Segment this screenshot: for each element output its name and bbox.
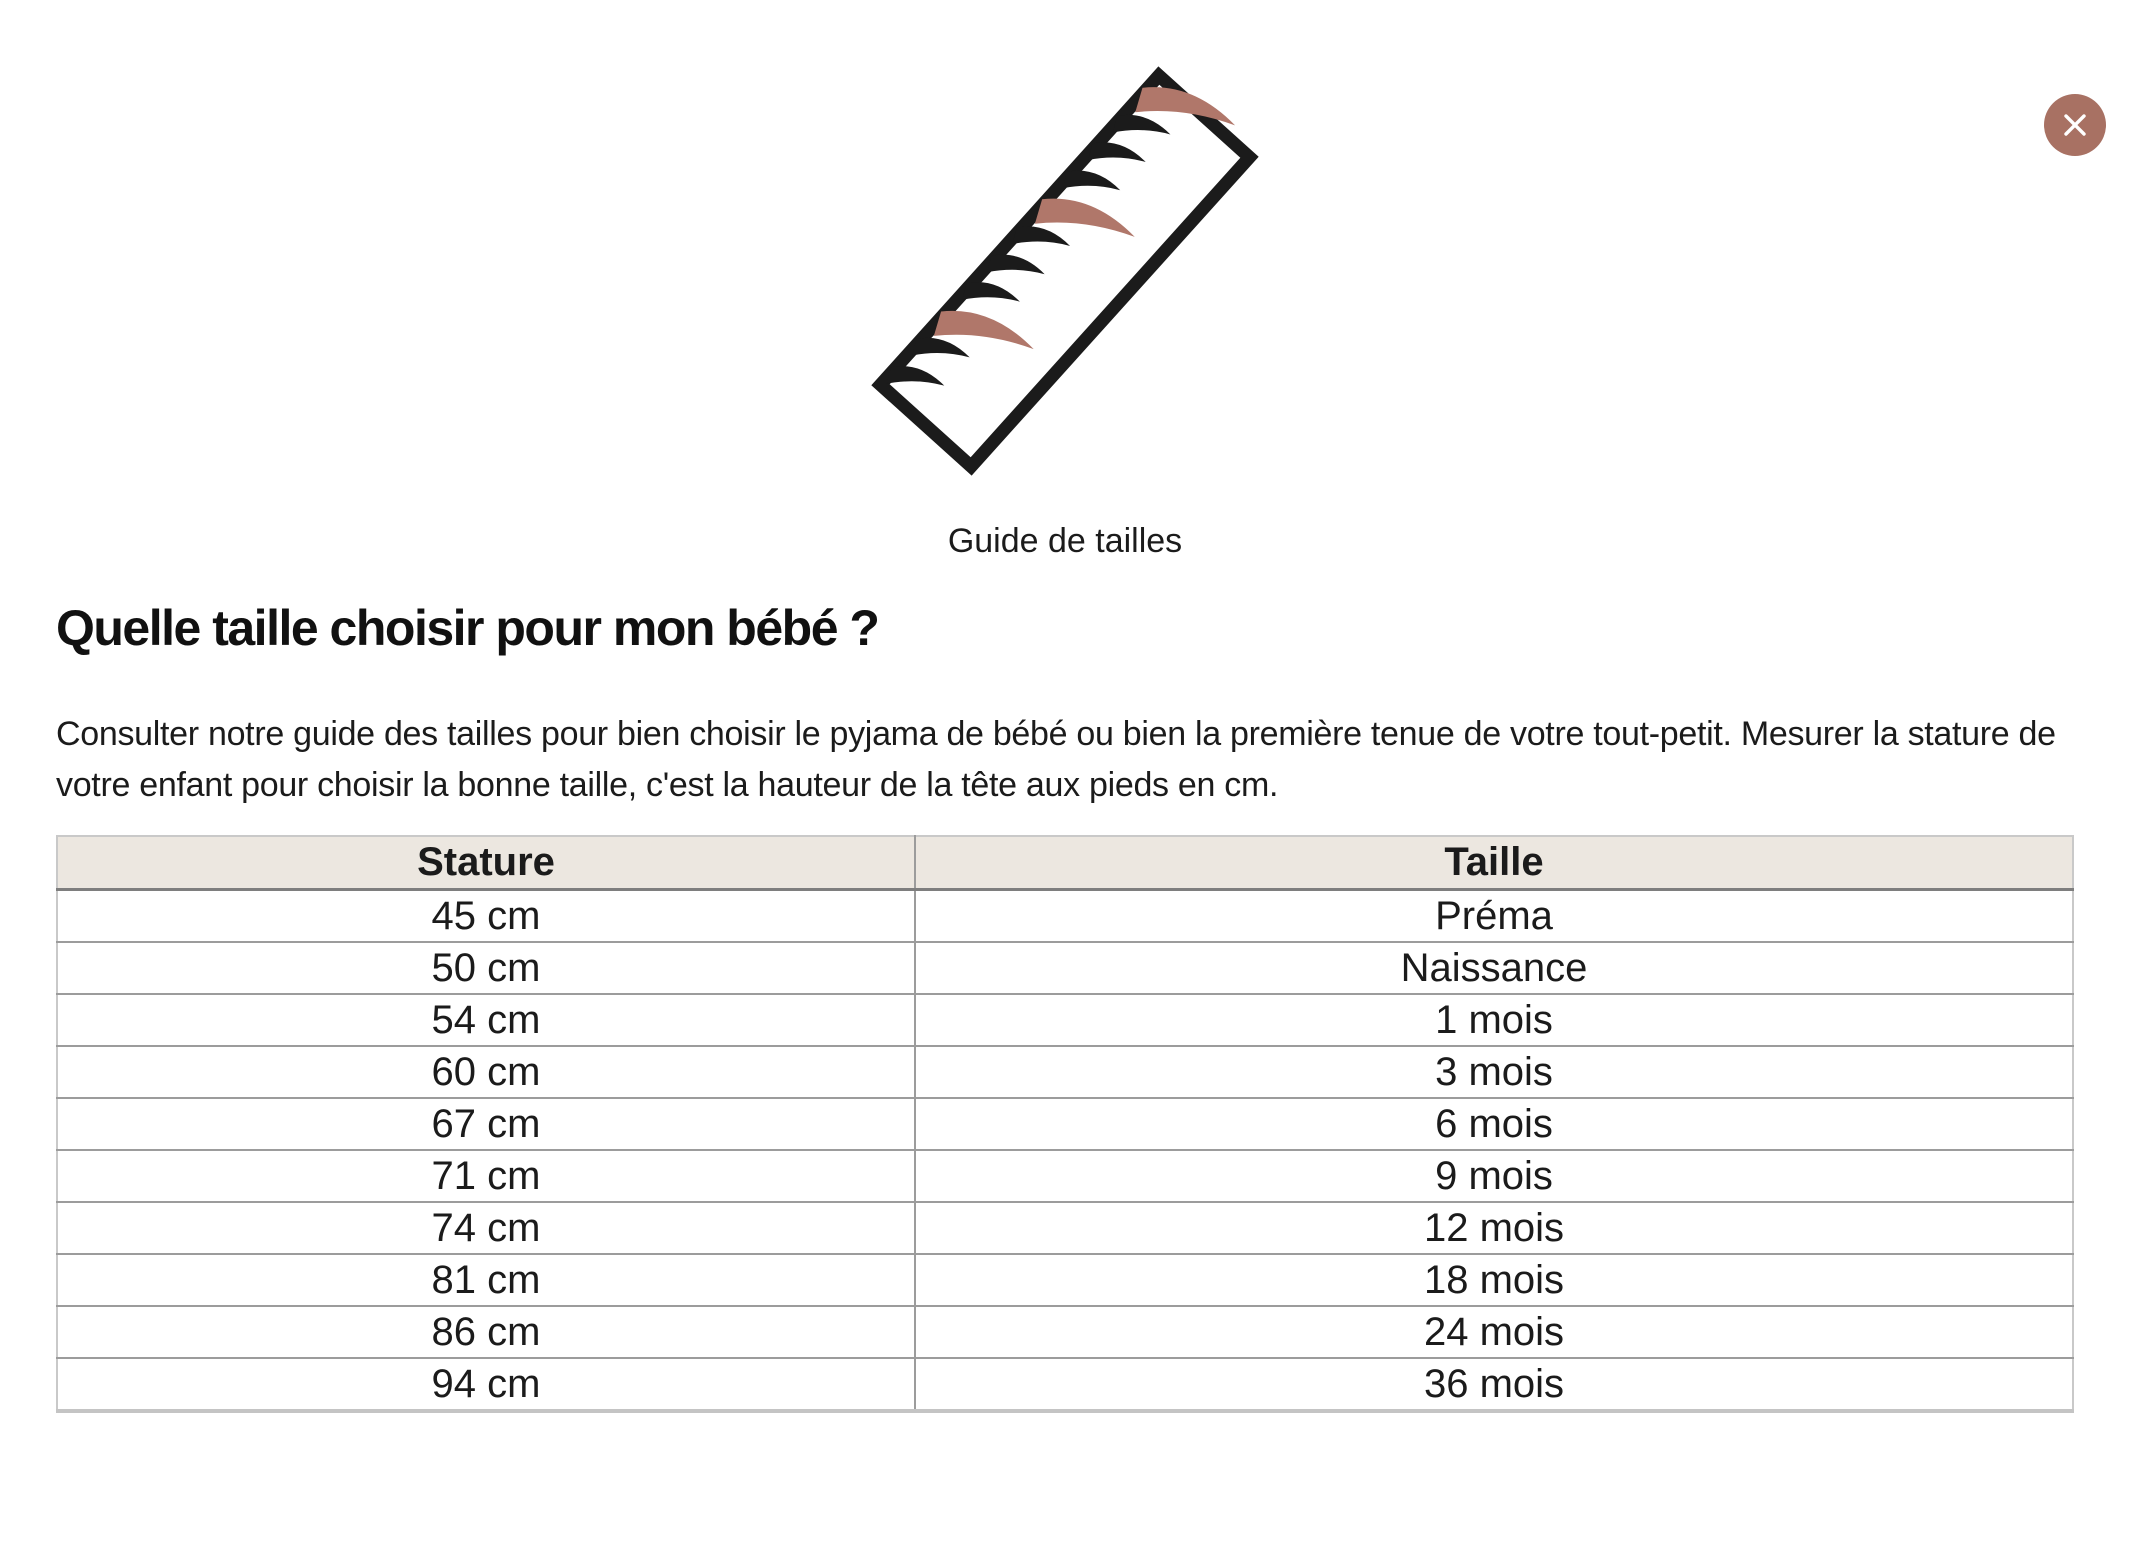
ruler-icon bbox=[870, 66, 1260, 476]
stature-cell: 54 cm bbox=[57, 994, 915, 1046]
size-guide-figure bbox=[870, 66, 1260, 476]
stature-cell: 50 cm bbox=[57, 942, 915, 994]
stature-cell: 45 cm bbox=[57, 890, 915, 943]
table-row bbox=[57, 1046, 2073, 1098]
modal-content bbox=[0, 597, 2130, 1413]
size-guide-modal bbox=[0, 66, 2130, 1413]
stature-cell: 60 cm bbox=[57, 1046, 915, 1098]
taille-cell: 1 mois bbox=[915, 994, 2073, 1046]
stature-cell: 86 cm bbox=[57, 1306, 915, 1358]
table-row bbox=[57, 1150, 2073, 1202]
table-row bbox=[57, 1358, 2073, 1411]
taille-cell: 12 mois bbox=[915, 1202, 2073, 1254]
size-guide-description: Consulter notre guide des tailles pour bien choisir le pyjama de bébé ou bien la première tenue de votre tout-petit. Mesurer la stature de votre enfant pour choisir la bonne taille, c'est la hauteur de la tête aux pieds en cm. bbox=[56, 715, 2056, 804]
taille-cell: Naissance bbox=[915, 942, 2073, 994]
table-row bbox=[57, 1202, 2073, 1254]
table-row bbox=[57, 1254, 2073, 1306]
table-row bbox=[57, 1098, 2073, 1150]
table-row bbox=[57, 942, 2073, 994]
stature-cell: 81 cm bbox=[57, 1254, 915, 1306]
stature-cell: 71 cm bbox=[57, 1150, 915, 1202]
taille-cell: 9 mois bbox=[915, 1150, 2073, 1202]
taille-cell: 18 mois bbox=[915, 1254, 2073, 1306]
close-icon bbox=[2060, 110, 2090, 140]
close-button[interactable] bbox=[2044, 94, 2106, 156]
column-header-stature: Stature bbox=[57, 836, 915, 890]
table-row bbox=[57, 1306, 2073, 1358]
table-row bbox=[57, 890, 2073, 943]
table-row bbox=[57, 994, 2073, 1046]
figure-caption: Guide de tailles bbox=[947, 522, 1183, 560]
stature-cell: 74 cm bbox=[57, 1202, 915, 1254]
taille-cell: 36 mois bbox=[915, 1358, 2073, 1411]
stature-cell: 67 cm bbox=[57, 1098, 915, 1150]
taille-cell: Préma bbox=[915, 890, 2073, 943]
taille-cell: 24 mois bbox=[915, 1306, 2073, 1358]
size-table bbox=[56, 835, 2074, 1413]
taille-cell: 6 mois bbox=[915, 1098, 2073, 1150]
table-header-row bbox=[57, 836, 2073, 890]
taille-cell: 3 mois bbox=[915, 1046, 2073, 1098]
stature-cell: 94 cm bbox=[57, 1358, 915, 1411]
page-title: Quelle taille choisir pour mon bébé ? bbox=[56, 600, 879, 656]
column-header-taille: Taille bbox=[915, 836, 2073, 890]
